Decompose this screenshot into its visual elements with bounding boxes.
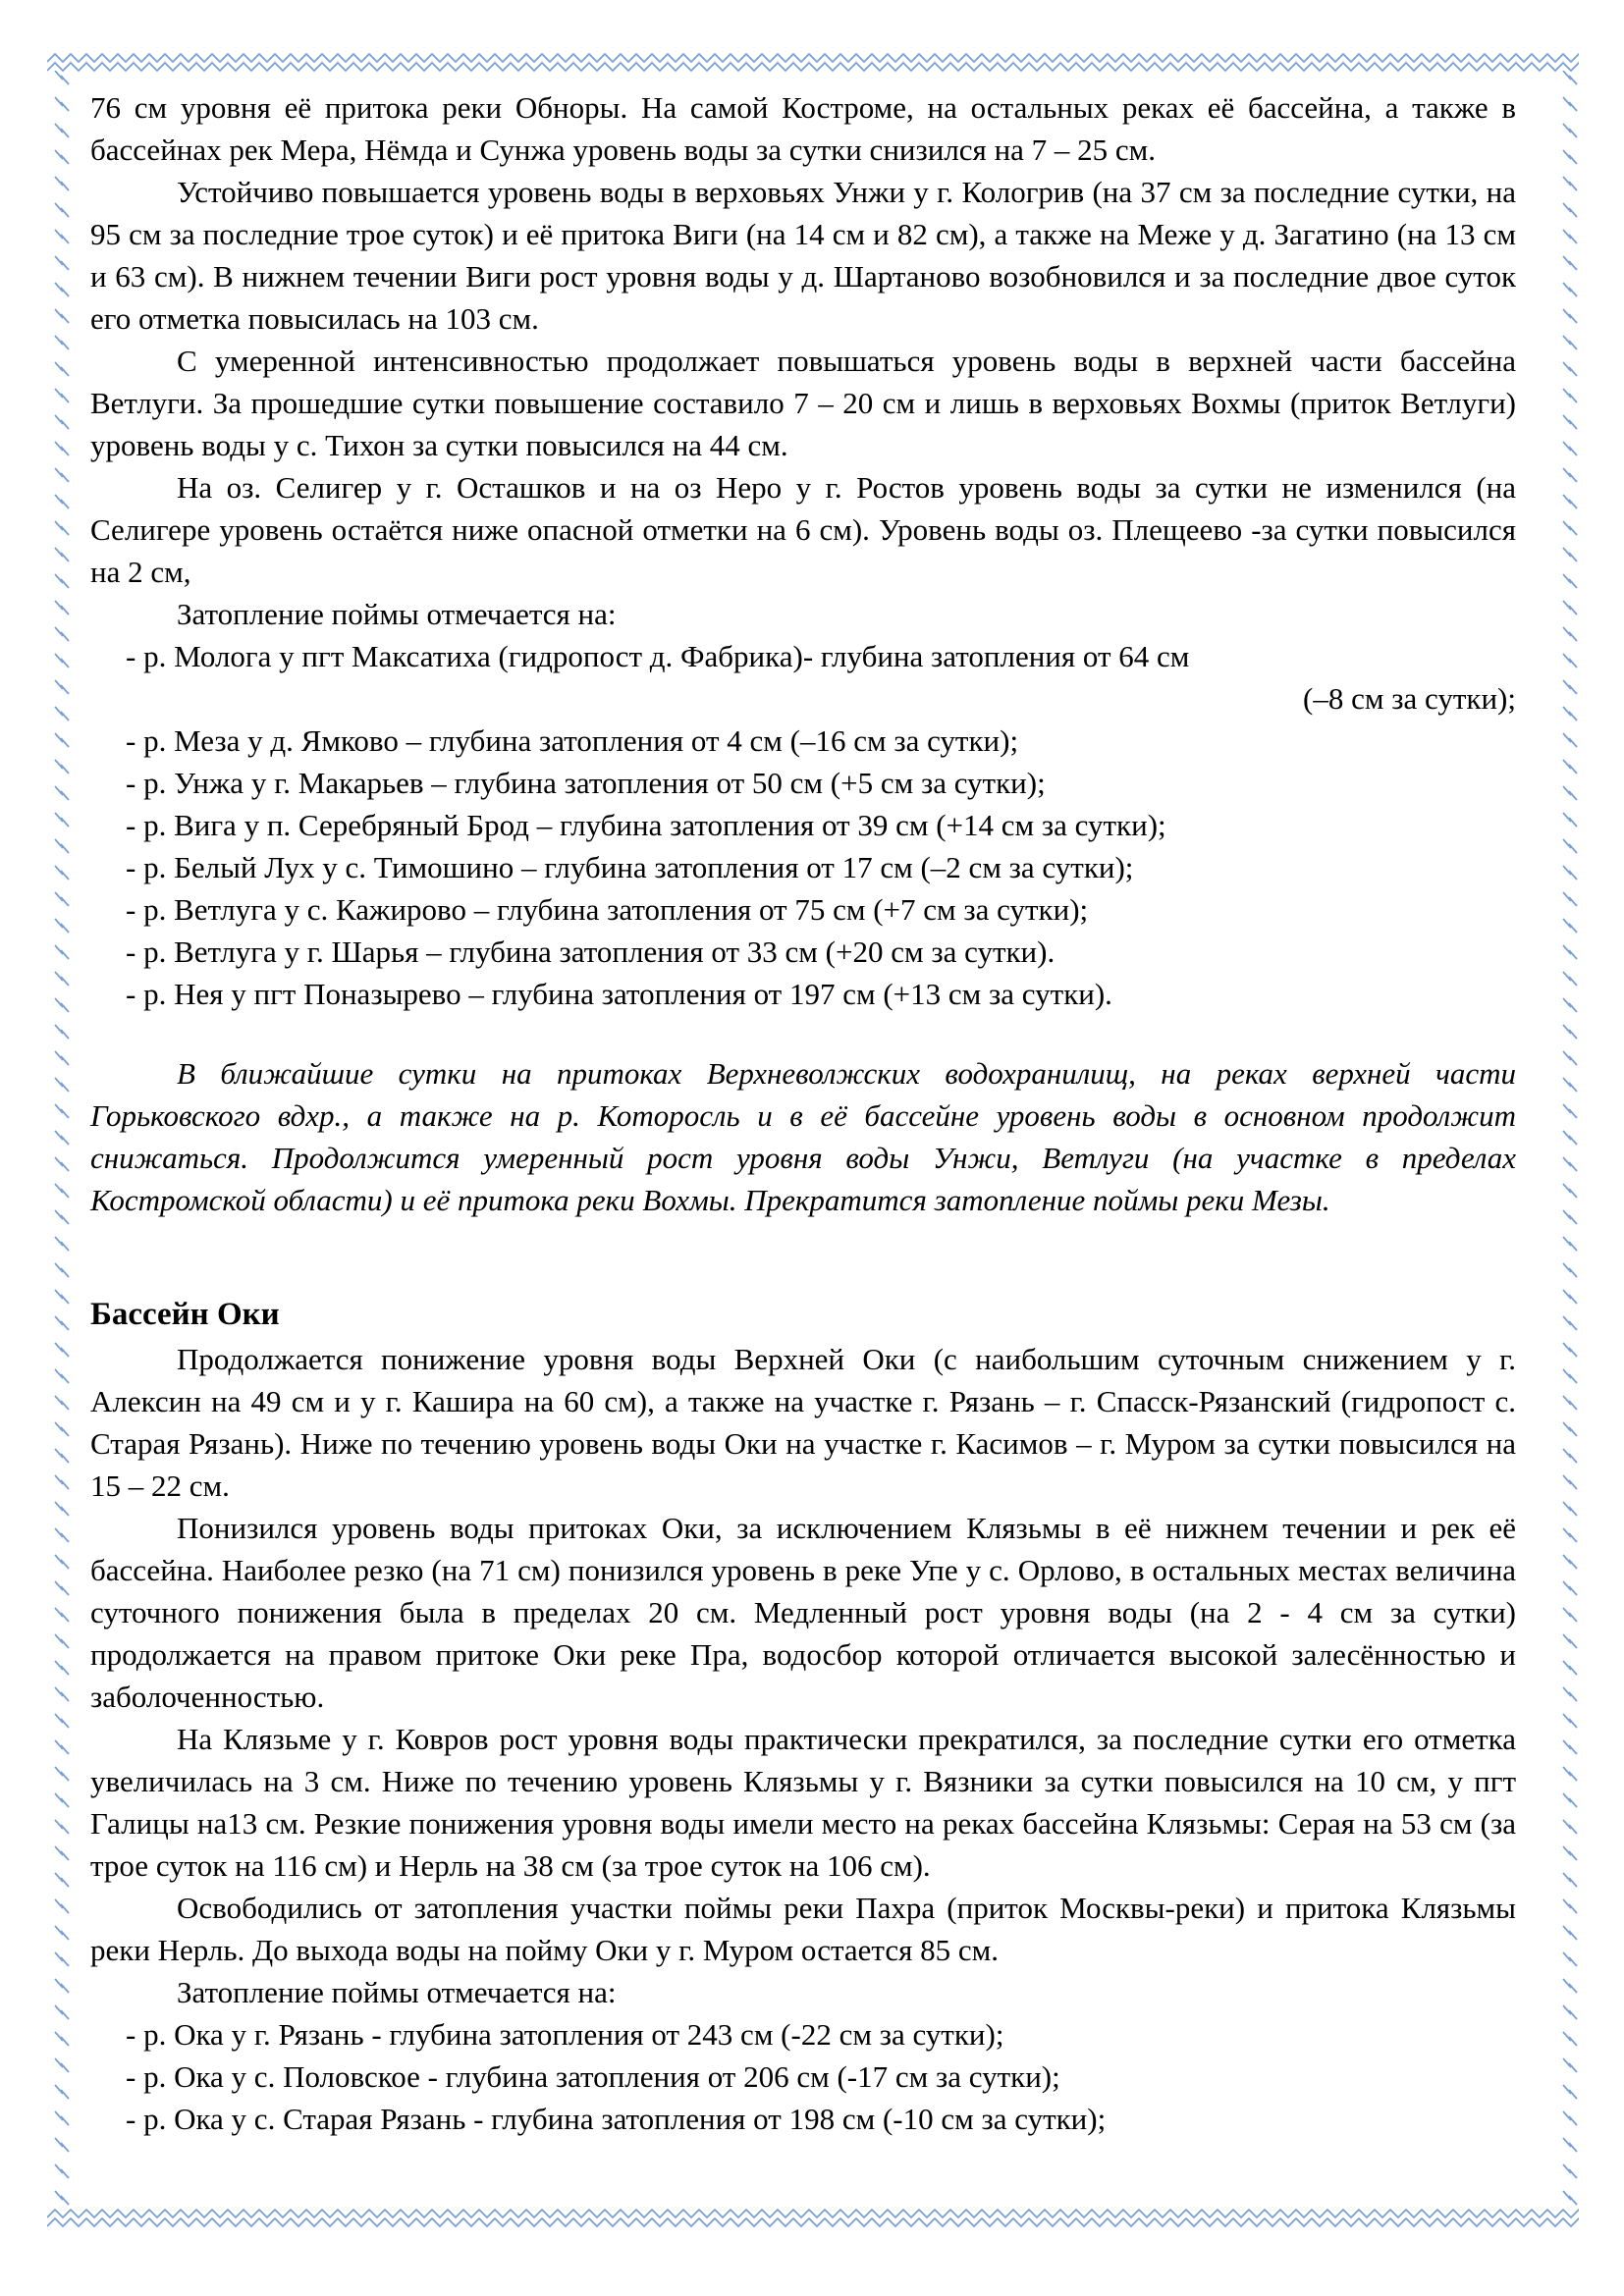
paragraph-vetluga-rise: С умеренной интенсивностью продолжает повышаться уровень воды в верхней части бассейна Ветлуги. За прошедшие сутки повышение составило 7 – 20 см и лишь в верховьях Вохмы (приток Ветлуги) уровень воды у с. Тихон за сутки повысился на 44 см. [90, 344, 1516, 462]
list-item: - р. Белый Лух у с. Тимошино – глубина затопления от 17 см (–2 см за сутки); [126, 850, 1134, 884]
flood-list-oka [90, 2013, 1516, 2140]
paragraph-oka-tributaries: Понизился уровень воды притоках Оки, за исключением Клязьмы в её нижнем течении и рек её бассейна. Наиболее резко (на 71 см) понизился уровень в реке Упе у с. Орлово, в остальных местах величина суточного понижения была в пределах 20 см. Медленный рост уровня воды (на 2 - 4 см за сутки) продолжается на правом притоке Оки реке Пра, водосбор которой отличается высокой залесённостью и заболоченностью. [90, 1511, 1516, 1714]
flood-list-volga [90, 635, 1516, 1015]
paragraph-volga-continuation: 76 см уровня её притока реки Обноры. На самой Костроме, на остальных реках её бассейна, а также в бассейнах рек Мера, Нёмда и Сунжа уровень воды за сутки снизился на 7 – 25 см. [90, 90, 1516, 167]
paragraph-oka-upper: Продолжается понижение уровня воды Верхней Оки (с наибольшим суточным снижением у г. Алексин на 49 см и у г. Кашира на 60 см), а также на участке г. Рязань – г. Спасск-Рязанский (гидропост с. Старая Рязань). Ниже по течению уровень воды Оки на участке г. Касимов – г. Муром за сутки повысился на 15 – 22 см. [90, 1342, 1516, 1503]
list-item: - р. Ока у с. Старая Рязань - глубина затопления от 198 см (-10 см за сутки); [126, 2102, 1107, 2136]
list-item: - р. Ветлуга у с. Кажирово – глубина затопления от 75 см (+7 см за сутки); [126, 892, 1089, 927]
list-item: - р. Нея у пгт Поназырево – глубина затопления от 197 см (+13 см за сутки). [126, 977, 1112, 1011]
list-item: - р. Унжа у г. Макарьев – глубина затопления от 50 см (+5 см за сутки); [126, 766, 1046, 800]
list-item [90, 635, 1516, 720]
section-heading-oka-basin: Бассейн Оки [90, 1297, 280, 1332]
paragraph-lakes-levels: На оз. Селигер у г. Осташков и на оз Неро у г. Ростов уровень воды за сутки не изменился (на Селигере уровень остаётся ниже опасной отметки на 6 см). Уровень воды оз. Плещеево -за сутки повысился на 2 см, [90, 470, 1516, 589]
list-item-tail: (–8 см за сутки); [1303, 681, 1516, 716]
paragraph-klyazma: На Клязьме у г. Ковров рост уровня воды практически прекратился, за последние сутки его отметка увеличилась на 3 см. Ниже по течению уровень Клязьмы у г. Вязники за сутки повысился на 10 см, у пгт Галицы на13 см. Резкие понижения уровня воды имели место на реках бассейна Клязьмы: Серая на 53 см (за трое суток на 116 см) и Нерль на 38 см (за трое суток на 106 см). [90, 1722, 1516, 1883]
paragraph-unzha-rise: Устойчиво повышается уровень воды в верховьях Унжи у г. Кологрив (на 37 см за последние сутки, на 95 см за последние трое суток) и её притока Виги (на 14 см и 82 см), а также на Меже у д. Загатино (на 13 см и 63 см). В нижнем течении Виги рост уровня воды у д. Шартаново возобновился и за последние двое суток его отметка повысилась на 103 см. [90, 175, 1516, 336]
page-border-left-zigzag [51, 71, 75, 2211]
list-item: - р. Ока у г. Рязань - глубина затопления от 243 см (-22 см за сутки); [126, 2017, 1004, 2052]
page-border-right-zigzag [1559, 71, 1583, 2211]
list-item: - р. Вига у п. Серебряный Брод – глубина затопления от 39 см (+14 см за сутки); [126, 808, 1166, 842]
flood-list-intro-oka: Затопление поймы отмечается на: [177, 1975, 617, 2009]
document-content [90, 86, 1516, 2140]
list-item: - р. Ока у с. Половское - глубина затопления от 206 см (-17 см за сутки); [126, 2059, 1060, 2094]
page-border-bottom-zigzag [47, 2207, 1579, 2232]
list-item: - р. Меза у д. Ямково – глубина затопления от 4 см (–16 см за сутки); [126, 723, 1019, 758]
flood-list-intro-volga: Затопление поймы отмечается на: [177, 597, 617, 631]
paragraph-pakhra-nerl: Освободились от затопления участки поймы реки Пахра (приток Москвы-реки) и притока Клязьмы реки Нерль. До выхода воды на пойму Оки у г. Муром остается 85 см. [90, 1891, 1516, 1967]
page-border-top-zigzag [47, 51, 1579, 77]
paragraph-forecast-italic: В ближайшие сутки на притоках Верхневолжских водохранилищ, на реках верхней части Горьковского вдхр., а также на р. Которосль и в её бассейне уровень воды в основном продолжит снижаться. Продолжится умеренный рост уровня воды Унжи, Ветлуги (на участке в пределах Костромской области) и её притока реки Вохмы. Прекратится затопление поймы реки Мезы. [90, 1056, 1516, 1217]
list-item-text: - р. Молога у пгт Максатиха (гидропост д. Фабрика)- глубина затопления от 64 см [126, 639, 1190, 673]
list-item: - р. Ветлуга у г. Шарья – глубина затопления от 33 см (+20 см за сутки). [126, 934, 1056, 969]
